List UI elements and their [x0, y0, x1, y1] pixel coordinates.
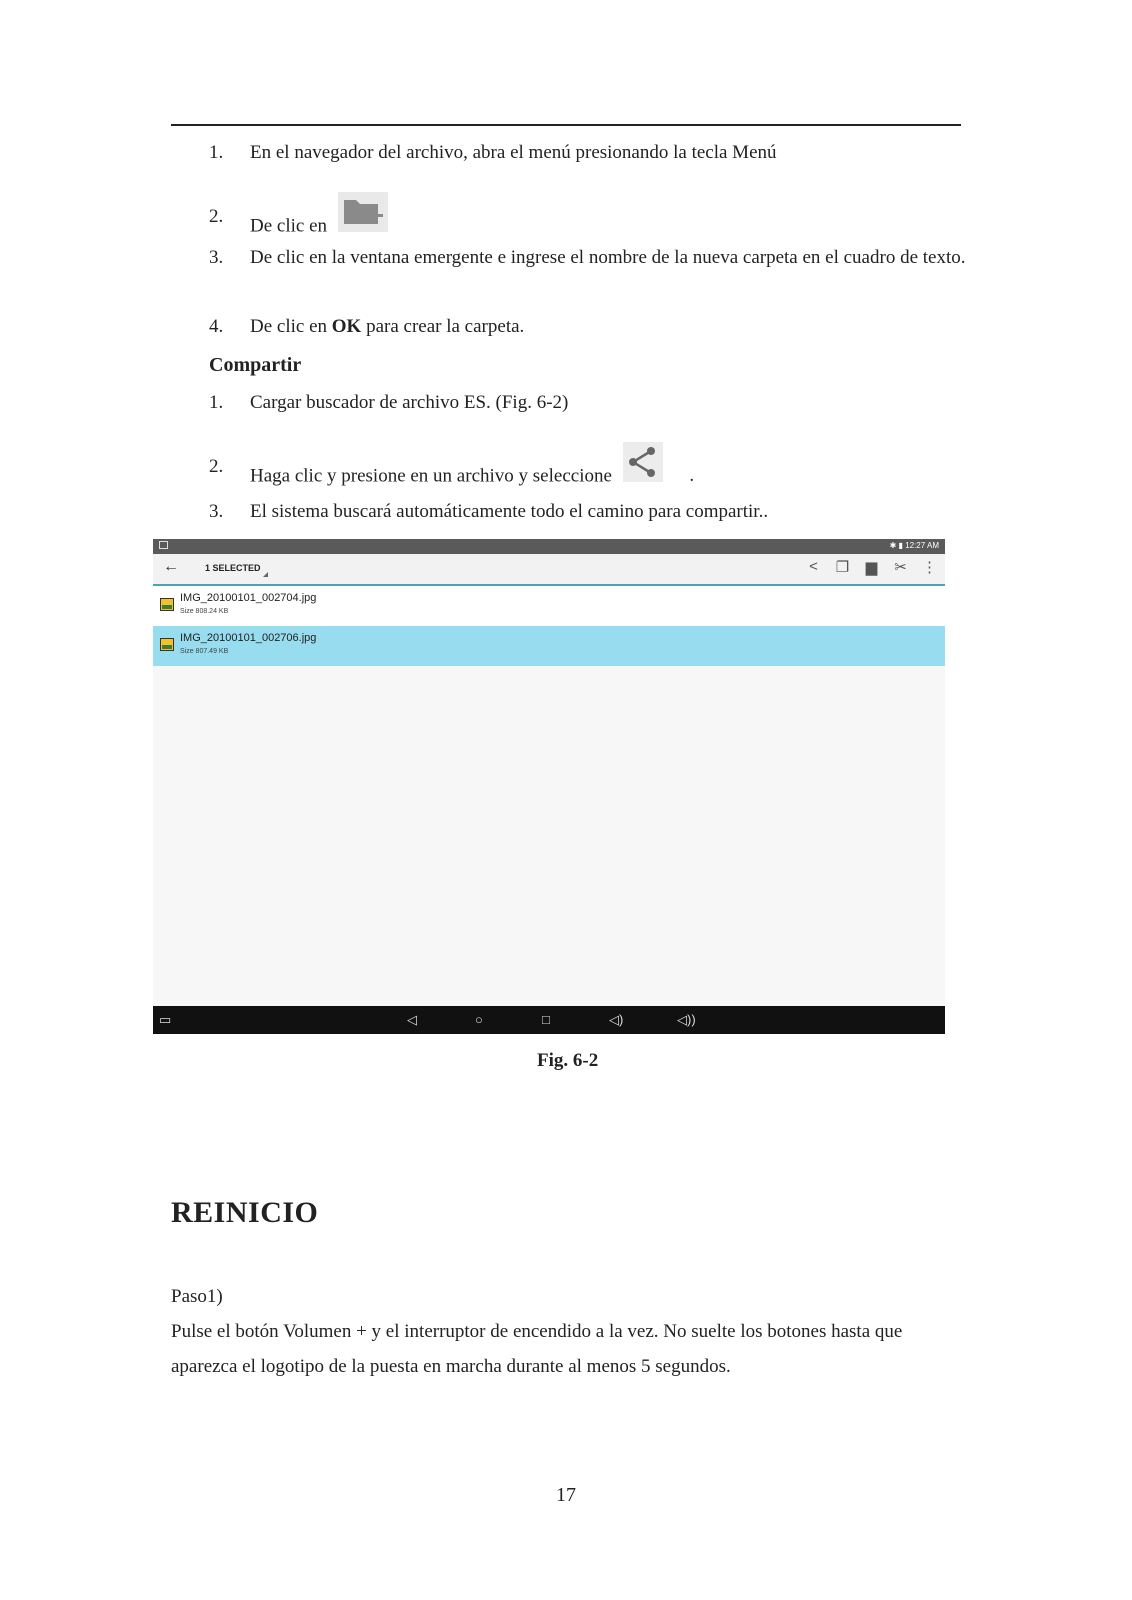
- dropdown-indicator-icon: [263, 572, 268, 577]
- copy-icon[interactable]: ❐: [835, 559, 850, 576]
- more-icon[interactable]: ⋮: [922, 559, 937, 576]
- volume-up-icon[interactable]: ◁)): [677, 1012, 696, 1027]
- page-number: 17: [556, 1484, 576, 1506]
- navigation-bar: [153, 1006, 945, 1034]
- screenshot-figure: [153, 539, 945, 1034]
- delete-icon[interactable]: ▆: [865, 559, 878, 576]
- nav-back-icon[interactable]: ◁: [407, 1012, 417, 1027]
- file-row-selected[interactable]: [153, 626, 945, 666]
- status-bar: [153, 539, 945, 554]
- action-bar: [153, 554, 945, 586]
- bluetooth-icon: ✱: [889, 541, 897, 550]
- volume-down-icon[interactable]: ◁): [609, 1012, 624, 1027]
- file-row[interactable]: [153, 586, 945, 626]
- header-rule: [171, 124, 961, 126]
- image-file-icon: [160, 598, 174, 611]
- back-arrow-icon[interactable]: ←: [163, 558, 179, 575]
- status-time: 12:27 AM: [905, 541, 939, 550]
- battery-icon: ▮: [898, 541, 903, 550]
- nav-home-icon[interactable]: ○: [475, 1012, 483, 1027]
- section-title: REINICIO: [171, 1196, 319, 1229]
- section-subheading: Compartir: [209, 354, 302, 376]
- notification-icon: [159, 541, 168, 549]
- cut-icon[interactable]: ✂: [894, 559, 907, 576]
- file-name: IMG_20100101_002706.jpg: [180, 632, 317, 644]
- step-label: Paso1): [171, 1286, 223, 1307]
- file-name: IMG_20100101_002704.jpg: [180, 592, 317, 604]
- figure-caption: Fig. 6-2: [537, 1050, 599, 1071]
- selection-count[interactable]: 1 SELECTED: [205, 563, 261, 573]
- body-text-line: Pulse el botón Volumen + y el interruptor de encendido a la vez. No suelte los botones hasta que: [171, 1321, 903, 1342]
- body-text-line: aparezca el logotipo de la puesta en marcha durante al menos 5 segundos.: [171, 1356, 731, 1377]
- file-size: Size 807.49 KB: [180, 648, 229, 655]
- new-folder-icon: [338, 192, 388, 242]
- nav-recents-icon[interactable]: □: [542, 1012, 550, 1027]
- action-icons: [804, 558, 939, 576]
- image-file-icon: [160, 638, 174, 651]
- share-icon: [623, 442, 663, 492]
- screenshot-icon[interactable]: ▭: [159, 1012, 172, 1027]
- share-icon[interactable]: <: [809, 558, 818, 575]
- file-size: Size 808.24 KB: [180, 608, 229, 615]
